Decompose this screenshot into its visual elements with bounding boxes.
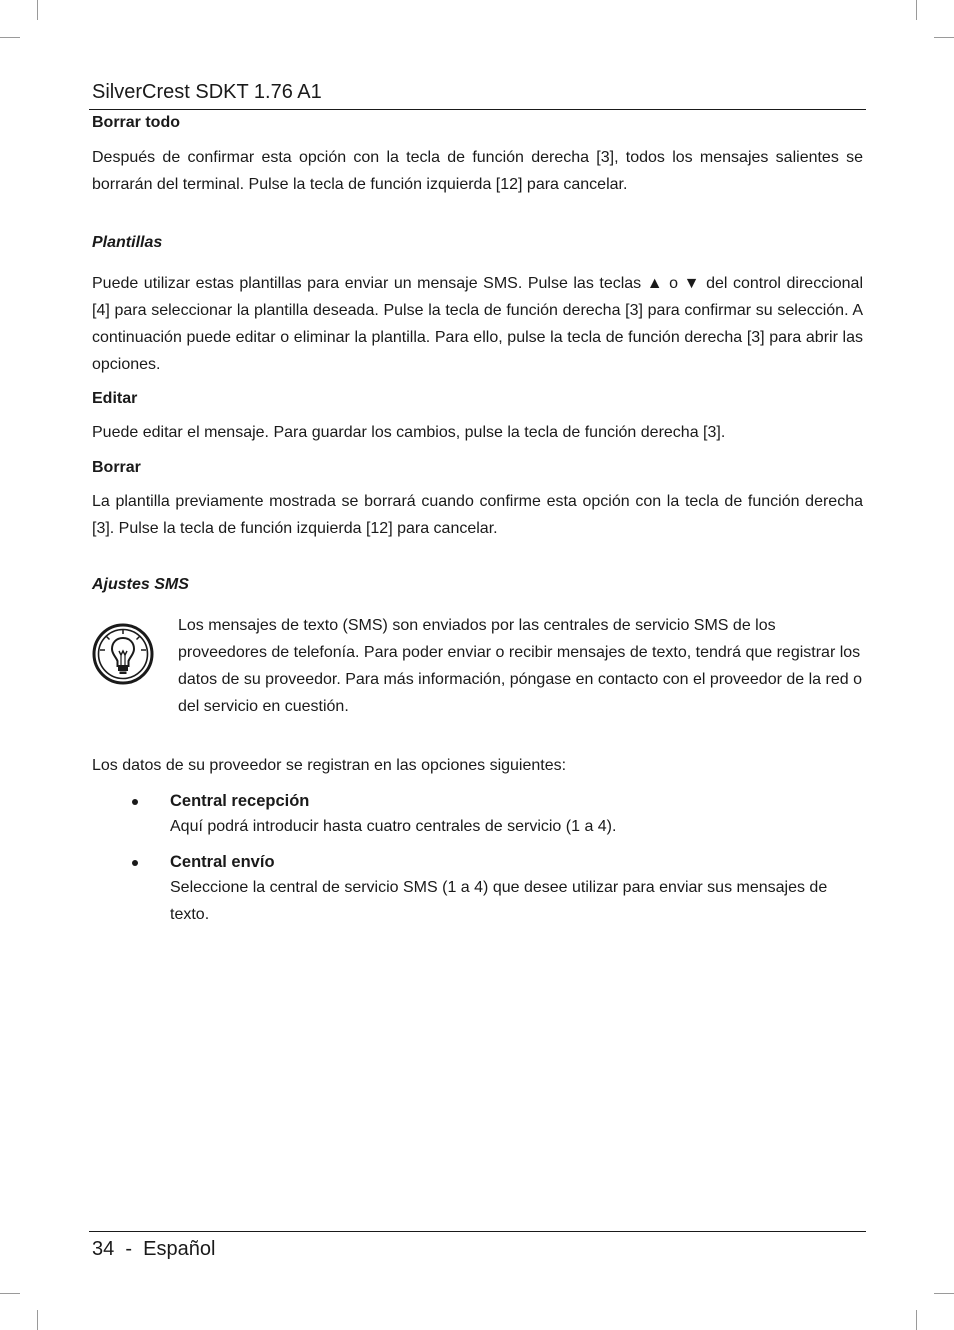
heading-borrar: Borrar	[92, 458, 141, 476]
lightbulb-icon	[92, 623, 154, 685]
list-item	[92, 788, 863, 841]
page-content	[92, 110, 863, 936]
crop-mark	[0, 37, 20, 38]
crop-mark	[934, 37, 954, 38]
crop-mark	[37, 0, 38, 20]
list-item-text: Aquí podrá introducir hasta cuatro centrales de servicio (1 a 4).	[170, 817, 617, 835]
heading-editar: Editar	[92, 390, 138, 408]
paragraph-plantillas: Puede utilizar estas plantillas para enviar un mensaje SMS. Pulse las teclas ▲ o ▼ del control direccional [4] para seleccionar la plantilla deseada. Pulse la tecla de función derecha [3] para confirmar su selección. A continuación puede editar o eliminar la plantilla. Para ello, pulse la tecla de función derecha [3] para abrir las opciones.	[92, 275, 863, 373]
header-title: SilverCrest SDKT 1.76 A1	[92, 81, 322, 103]
heading-ajustes-sms: Ajustes SMS	[92, 576, 189, 594]
settings-list	[92, 788, 863, 928]
page-header	[89, 78, 866, 110]
heading-borrar-todo: Borrar todo	[92, 114, 180, 131]
paragraph-editar: Puede editar el mensaje. Para guardar los cambios, pulse la tecla de función derecha [3].	[92, 424, 726, 442]
heading-plantillas: Plantillas	[92, 234, 163, 252]
bullet-icon	[132, 860, 138, 866]
page-footer	[89, 1231, 866, 1264]
tip-text-block	[178, 613, 863, 720]
list-item-text: Seleccione la central de servicio SMS (1 a 4) que desee utilizar para enviar sus mensajes de texto.	[170, 878, 828, 923]
crop-mark	[916, 1310, 917, 1330]
crop-mark	[0, 1293, 20, 1294]
paragraph-ajustes-intro: Los datos de su proveedor se registran en las opciones siguientes:	[92, 757, 567, 775]
list-item-title: Central envío	[170, 852, 275, 871]
crop-mark	[37, 1310, 38, 1330]
crop-mark	[934, 1293, 954, 1294]
bullet-icon	[132, 799, 138, 805]
list-item-title: Central recepción	[170, 791, 310, 810]
tip-text: Los mensajes de texto (SMS) son enviados por las centrales de servicio SMS de los proveedores de telefonía. Para poder enviar o recibir mensajes de texto, tendrá que registrar los datos de su proveedor. Para más información, póngase en contacto con el proveedor de la red o del servicio en cuestión.	[178, 617, 862, 715]
crop-mark	[916, 0, 917, 20]
list-item	[92, 849, 863, 929]
paragraph-borrar-todo: Después de confirmar esta opción con la tecla de función derecha [3], todos los mensajes salientes se borrarán del terminal. Pulse la tecla de función izquierda [12] para cancelar.	[92, 148, 863, 193]
paragraph-borrar: La plantilla previamente mostrada se borrará cuando confirme esta opción con la tecla de función derecha [3]. Pulse la tecla de función izquierda [12] para cancelar.	[92, 492, 863, 537]
page-number: 34 - Español	[92, 1238, 216, 1260]
tip-box	[92, 613, 863, 733]
